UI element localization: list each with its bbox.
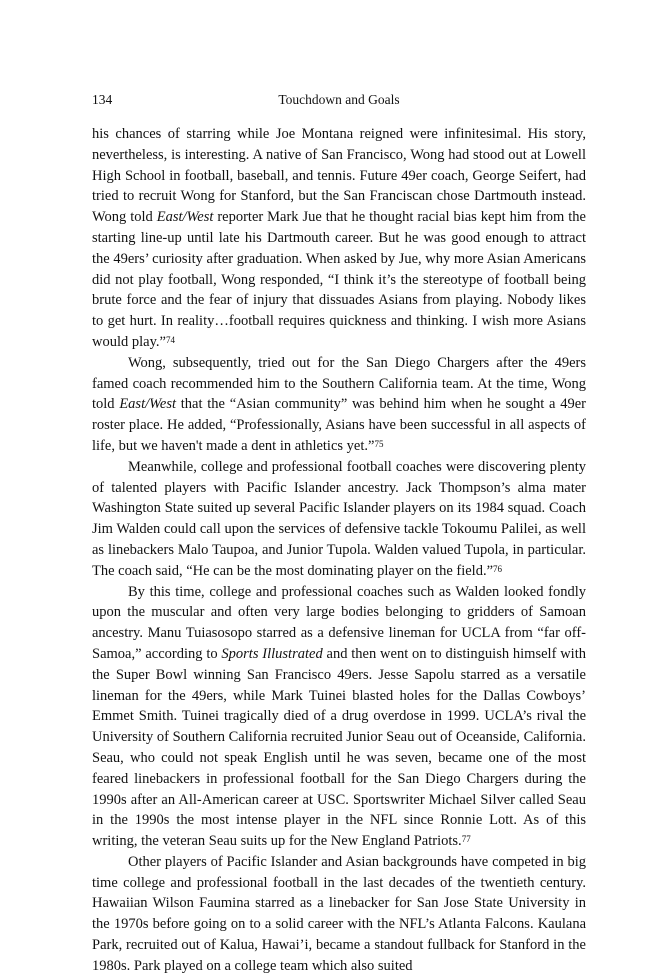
footnote-marker: 75 (374, 438, 384, 449)
text-run: Meanwhile, college and professional football coaches were discovering plenty of talented players with Pacific Islander ancestry. Jack Thompson’s alma mater Washington State suited up several Pacific Islander players on its 1984 squad. Coach Jim Walden could call upon the services of defensive tackle Tokoumu Palilei, as well as linebackers Malo Taupoa, and Junior Tupola. Walden valued Tupola, in particular. The coach said, “He can be the most dominating player on the field.” (92, 458, 586, 579)
italic-title: East/West (119, 396, 176, 413)
page-number: 134 (92, 92, 113, 107)
text-run: reporter Mark Jue that he thought racial bias kept him from the starting line-up until late his Dartmouth career. But he was good enough to attract the 49ers’ curiosity after graduation. When asked by Jue, why more Asian Americans did not play football, Wong responded, “I think it’s the stereotype of football being brute force and the fear of injury that dissuades Asians from playing. Nobody likes to get hurt. In reality…football requires quickness and thinking. I wish more Asians would play.” (92, 209, 586, 350)
footnote-marker: 77 (461, 834, 471, 845)
text-run: and then went on to distinguish himself with the Super Bowl winning San Francisco 49ers. Jesse Sapolu starred as a versatile lineman for the 49ers, while Mark Tuinei blasted holes for the Dallas Cowboys’ Emmet Smith. Tuinei tragically died of a drug overdose in 1999. UCLA’s rival the University of Southern California recruited Junior Seau out of Oceanside, California. Seau, who could not speak English until he was seven, became one of the most feared linebackers in professional football for the San Diego Chargers during the 1990s after an All-American career at USC. Sportswriter Michael Silver called Seau in the 1990s the most intense player in the NFL since Ronnie Lott. As of this writing, the veteran Seau suits up for the New England Patriots. (92, 645, 586, 850)
body-text (92, 124, 586, 977)
text-run: By this time, college and professional coaches such as Walden looked fondly upon the muscular and often very large bodies belonging to gridders of Samoan ancestry. Manu Tuiasosopo starred as a defensive lineman for UCLA from “far off-Samoa,” according to (92, 583, 586, 662)
paragraph (92, 353, 586, 457)
footnote-marker: 74 (165, 334, 175, 345)
paragraph (92, 852, 586, 977)
text-run: his chances of starring while Joe Montana reigned were infinitesimal. His story, nevertheless, is interesting. A native of San Francisco, Wong had stood out at Lowell High School in football, baseball, and tennis. Future 49er coach, George Seifert, had tried to recruit Wong for Stanford, but the San Franciscan chose Dartmouth instead. Wong told (92, 126, 586, 226)
text-run: that the “Asian community” was behind him when he sought a 49er roster place. He added, “Professionally, Asians have been successful in all aspects of life, but we haven't made a dent in athletics yet.” (92, 396, 586, 454)
running-head: Touchdown and Goals (278, 92, 400, 107)
page-header (92, 92, 586, 112)
italic-title: Sports Illustrated (221, 645, 323, 662)
text-run: Other players of Pacific Islander and Asian backgrounds have competed in big time college and professional football in the last decades of the twentieth century. Hawaiian Wilson Faumina starred as a linebacker for San Jose State University in the 1970s before going on to a solid career with the NFL’s Atlanta Falcons. Kaulana Park, recruited out of Kalua, Hawai’i, became a standout fullback for Stanford in the 1980s. Park played on a college team which also suited (92, 853, 586, 974)
paragraph (92, 124, 586, 353)
text-run: Wong, subsequently, tried out for the San Diego Chargers after the 49ers famed coach recommended him to the Southern California team. At the time, Wong told (92, 354, 586, 413)
footnote-marker: 76 (493, 563, 503, 574)
paragraph (92, 457, 586, 582)
paragraph (92, 582, 586, 852)
italic-title: East/West (156, 209, 214, 226)
